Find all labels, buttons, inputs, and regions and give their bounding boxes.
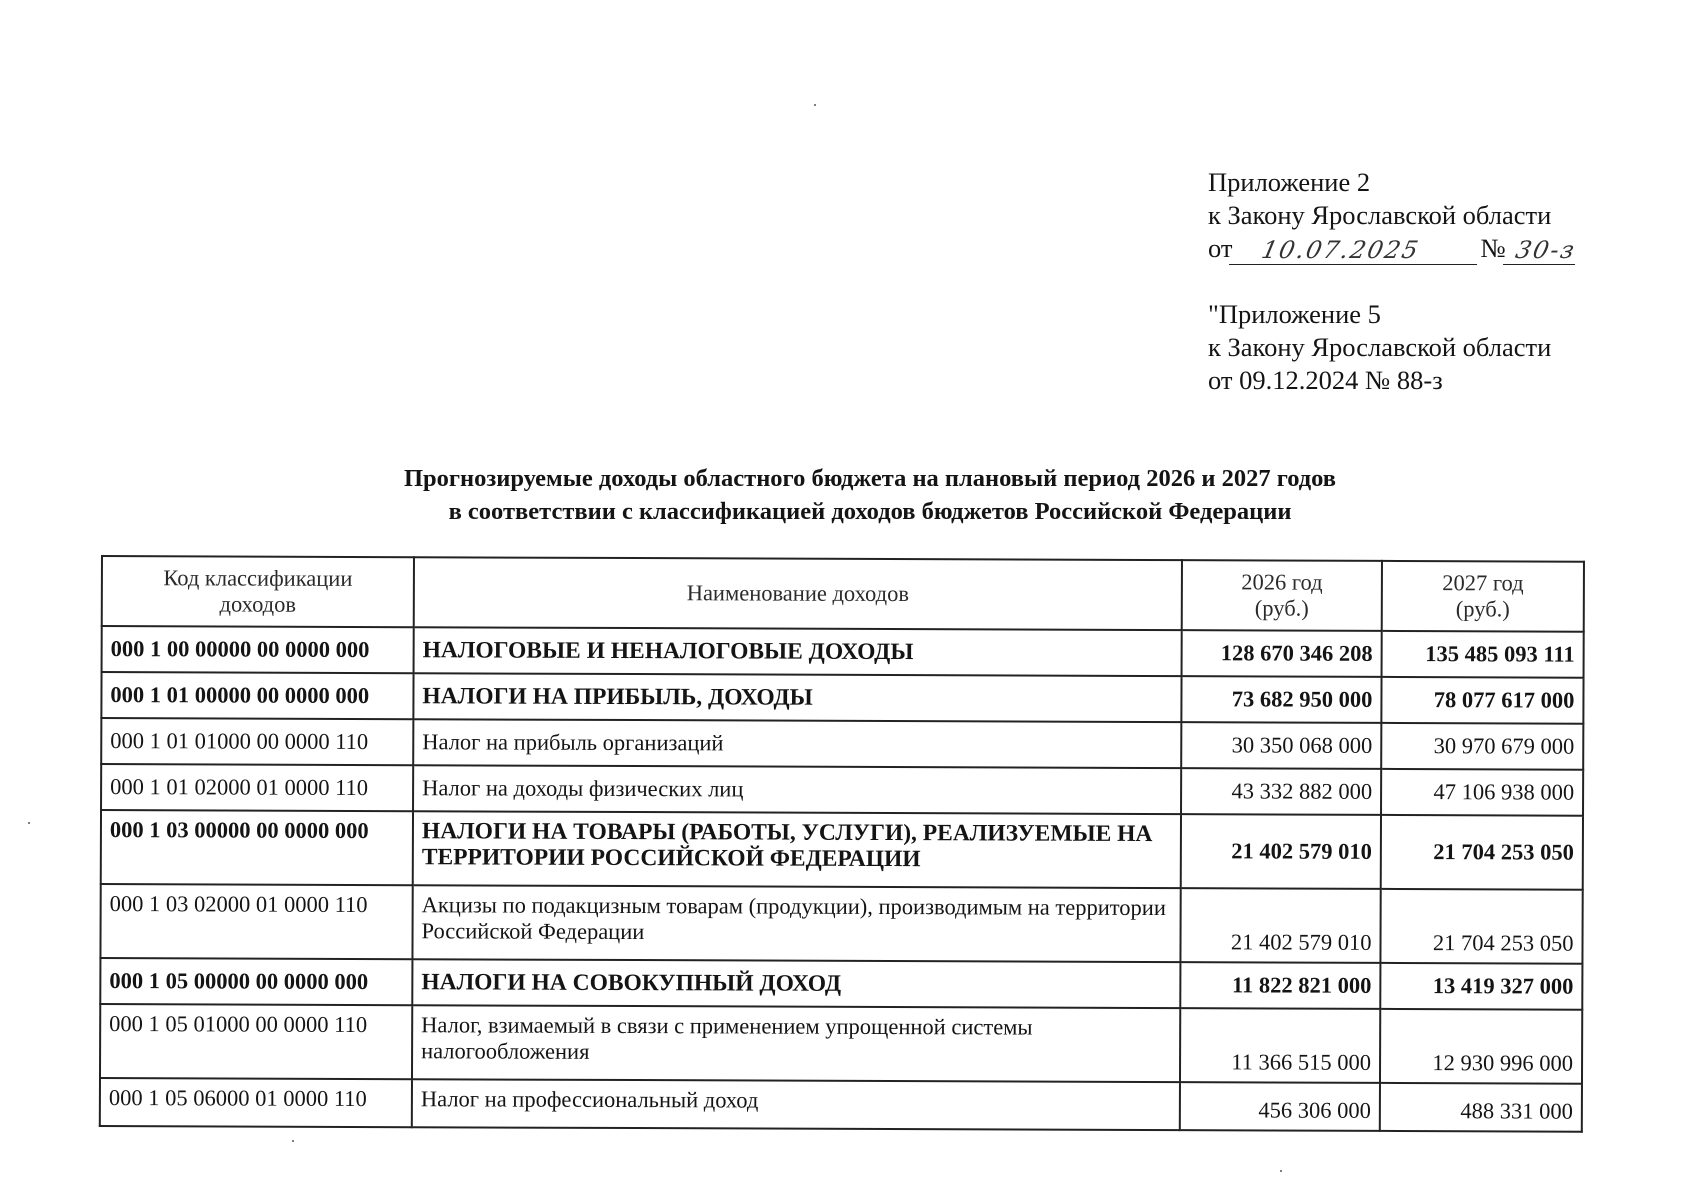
row-2027: 13 419 327 000 [1380, 963, 1582, 1010]
revenue-table [99, 555, 1585, 1133]
header-code: Код классификации доходов [102, 556, 414, 627]
appendix-line-1: Приложение 2 [1208, 167, 1371, 197]
row-2027: 12 930 996 000 [1380, 1009, 1582, 1084]
row-code: 000 1 01 01000 00 0000 110 [101, 718, 413, 765]
title-line-2: в соответствии с классификацией доходов бюджетов Российской Федерации [448, 498, 1292, 525]
row-2026: 11 366 515 000 [1180, 1008, 1380, 1083]
title-line-1: Прогнозируемые доходы областного бюджета на плановый период 2026 и 2027 годов [403, 465, 1337, 492]
row-name: Налог на прибыль организаций [413, 719, 1181, 768]
row-name: НАЛОГИ НА ПРИБЫЛЬ, ДОХОДЫ [413, 673, 1181, 722]
number-label: № [1480, 233, 1506, 263]
scan-speck [1280, 1170, 1282, 1172]
table-row [102, 626, 1584, 678]
row-2026: 30 350 068 000 [1181, 722, 1381, 769]
table-row [101, 764, 1583, 816]
row-name: НАЛОГОВЫЕ И НЕНАЛОГОВЫЕ ДОХОДЫ [414, 627, 1182, 676]
row-name: Налог, взимаемый в связи с применением упрощенной системы налогообложения [412, 1005, 1180, 1082]
handwritten-number: 30-з [1503, 236, 1581, 265]
row-2027: 21 704 253 050 [1380, 889, 1582, 964]
row-2026: 43 332 882 000 [1181, 768, 1381, 815]
table-row [100, 958, 1582, 1010]
scan-speck [28, 822, 30, 824]
row-2026: 456 306 000 [1180, 1082, 1380, 1131]
table-row [100, 884, 1582, 964]
row-2027: 30 970 679 000 [1381, 723, 1583, 770]
previous-appendix-line-1: "Приложение 5 [1208, 299, 1381, 329]
row-code: 000 1 00 00000 00 0000 000 [102, 626, 414, 673]
row-name: НАЛОГИ НА СОВОКУПНЫЙ ДОХОД [412, 959, 1180, 1008]
row-2027: 135 485 093 111 [1382, 631, 1584, 678]
row-code: 000 1 05 00000 00 0000 000 [100, 958, 412, 1005]
table-row [101, 718, 1583, 770]
row-2026: 21 402 579 010 [1181, 814, 1381, 889]
row-code: 000 1 01 00000 00 0000 000 [101, 672, 413, 719]
row-code: 000 1 05 01000 00 0000 110 [100, 1004, 412, 1079]
row-2026: 73 682 950 000 [1181, 676, 1381, 723]
previous-appendix-line-2: к Закону Ярославской области [1208, 332, 1552, 362]
handwritten-date: 10.07.2025 [1229, 236, 1483, 265]
header-2027: 2027 год (руб.) [1382, 561, 1584, 632]
table-row [100, 1078, 1582, 1132]
table-row [100, 1004, 1582, 1084]
row-2026: 128 670 346 208 [1182, 630, 1382, 677]
row-code: 000 1 01 02000 01 0000 110 [101, 764, 413, 811]
table-row [101, 672, 1583, 724]
row-2027: 21 704 253 050 [1381, 815, 1583, 890]
from-label: от [1208, 233, 1233, 263]
row-2027: 47 106 938 000 [1381, 769, 1583, 816]
row-2027: 78 077 617 000 [1381, 677, 1583, 724]
scan-speck [292, 1140, 294, 1142]
row-code: 000 1 03 02000 01 0000 110 [100, 884, 412, 959]
document-title [240, 462, 1500, 528]
table-row [101, 810, 1583, 890]
header-2026: 2026 год (руб.) [1182, 560, 1382, 631]
previous-appendix-line-3: от 09.12.2024 № 88-з [1208, 365, 1443, 395]
appendix-date-number-line [1208, 232, 1578, 265]
row-code: 000 1 03 00000 00 0000 000 [101, 810, 413, 885]
row-2026: 11 822 821 000 [1180, 962, 1380, 1009]
row-code: 000 1 05 06000 01 0000 110 [100, 1078, 412, 1127]
row-2026: 21 402 579 010 [1180, 888, 1380, 963]
row-name: Акцизы по подакцизным товарам (продукции), производимым на территории Российской Федерации [412, 885, 1180, 962]
appendix-line-2: к Закону Ярославской области [1208, 200, 1552, 230]
appendix-header [1208, 166, 1578, 265]
header-name: Наименование доходов [414, 557, 1182, 630]
row-2027: 488 331 000 [1380, 1083, 1582, 1132]
row-name: Налог на доходы физических лиц [413, 765, 1181, 814]
row-name: НАЛОГИ НА ТОВАРЫ (РАБОТЫ, УСЛУГИ), РЕАЛИЗУЕМЫЕ НА ТЕРРИТОРИИ РОССИЙСКОЙ ФЕДЕРАЦИИ [413, 811, 1181, 888]
previous-appendix-header [1208, 298, 1551, 397]
scan-speck [814, 104, 816, 106]
table-header-row [102, 556, 1584, 632]
row-name: Налог на профессиональный доход [412, 1079, 1180, 1130]
